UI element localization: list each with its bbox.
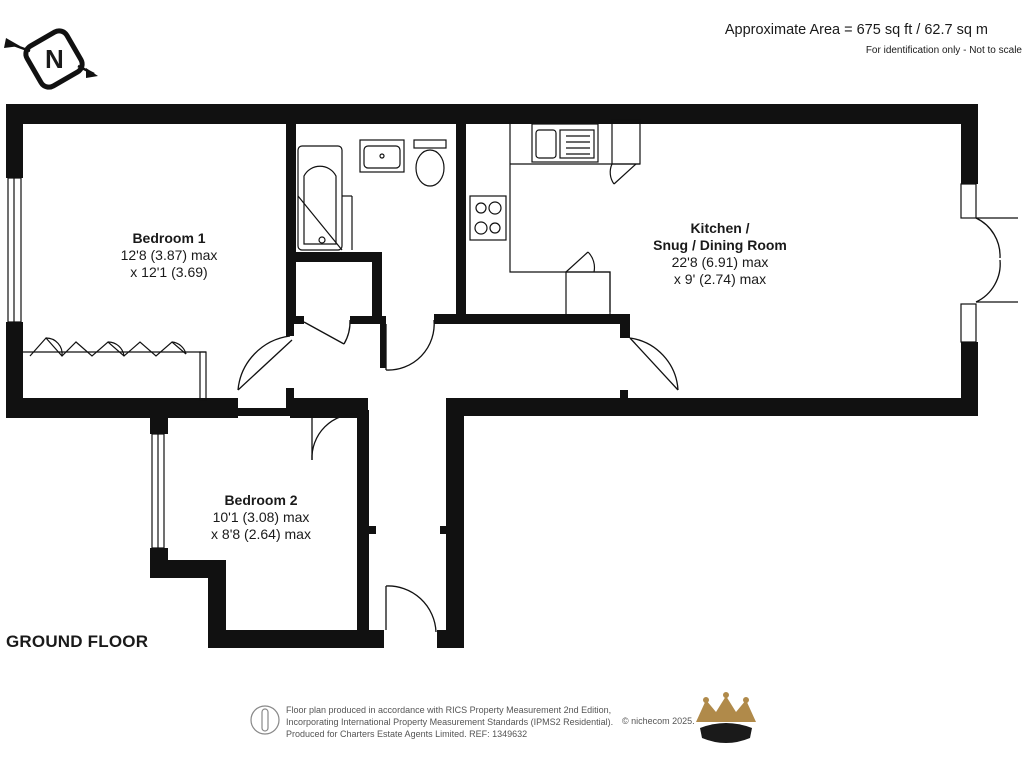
crown-logo-icon bbox=[696, 692, 756, 743]
room-dimension: x 8'8 (2.64) max bbox=[211, 526, 311, 542]
copyright-brand: © nichecom 2025. bbox=[622, 716, 695, 726]
bedroom-1-label bbox=[94, 230, 244, 281]
compass-letter: N bbox=[45, 44, 64, 74]
bathroom-fittings bbox=[298, 140, 446, 250]
room-name: Bedroom 1 bbox=[132, 230, 206, 246]
room-dimension: x 9' (2.74) max bbox=[673, 271, 767, 287]
kitchen-label bbox=[620, 220, 820, 288]
wardrobe bbox=[23, 338, 206, 400]
kitchen-fittings bbox=[470, 120, 640, 316]
footer-line: Floor plan produced in accordance with RICS Property Measurement 2nd Edition, bbox=[286, 705, 612, 715]
room-dimension: 22'8 (6.91) max bbox=[671, 254, 769, 270]
floor-label: GROUND FLOOR bbox=[6, 632, 149, 651]
room-dimension: x 12'1 (3.69) bbox=[130, 264, 208, 280]
approximate-area: Approximate Area = 675 sq ft / 62.7 sq m bbox=[724, 22, 988, 38]
footer-line: Produced for Charters Estate Agents Limited. REF: 1349632 bbox=[286, 729, 528, 739]
room-name: Snug / Dining Room bbox=[653, 237, 787, 253]
room-dimension: 12'8 (3.87) max bbox=[120, 247, 218, 263]
footer-line: Incorporating International Property Measurement Standards (IPMS2 Residential). bbox=[286, 717, 614, 727]
room-dimension: 10'1 (3.08) max bbox=[212, 509, 310, 525]
scale-note: For identification only - Not to scale bbox=[865, 45, 1022, 56]
walls bbox=[6, 104, 978, 648]
footer-notes bbox=[286, 704, 613, 740]
room-name: Bedroom 2 bbox=[224, 492, 298, 508]
ipms-logo-icon bbox=[251, 706, 279, 734]
room-name: Kitchen / bbox=[690, 220, 750, 236]
bedroom-2-label bbox=[186, 492, 336, 543]
